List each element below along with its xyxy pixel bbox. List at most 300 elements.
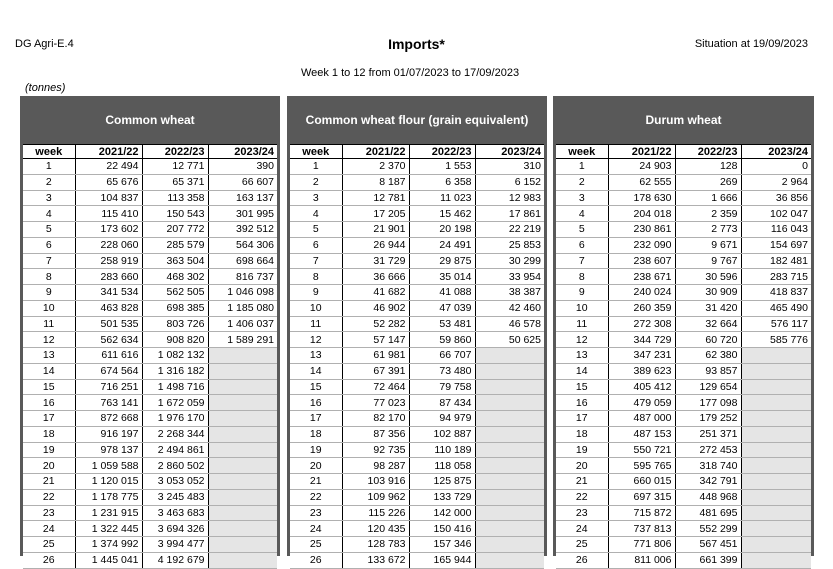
value-2022-23: 2 860 502 [142,458,208,474]
value-2023-24 [741,395,811,411]
table-row [556,206,811,222]
week-cell: 8 [556,269,608,285]
value-2023-24: 22 219 [475,222,544,238]
value-2023-24: 66 607 [208,174,277,190]
value-2022-23: 661 399 [675,552,741,568]
week-cell: 5 [290,222,342,238]
week-cell: 13 [23,348,75,364]
value-2022-23: 128 [675,159,741,175]
week-cell: 15 [23,379,75,395]
week-cell: 4 [23,206,75,222]
value-2023-24 [475,379,544,395]
week-cell: 15 [556,379,608,395]
week-cell: 19 [23,442,75,458]
header-row [23,145,277,159]
value-2021-22: 12 781 [342,190,409,206]
panel-title: Common wheat [105,113,195,127]
value-2023-24 [475,458,544,474]
week-cell: 11 [290,316,342,332]
table-row [290,505,544,521]
week-cell: 21 [290,474,342,490]
value-2021-22: 660 015 [608,474,675,490]
table-row [290,190,544,206]
value-2022-23: 35 014 [409,269,475,285]
value-2023-24: 418 837 [741,285,811,301]
table-row [290,411,544,427]
table-row [556,222,811,238]
value-2023-24: 116 043 [741,222,811,238]
value-2023-24 [208,474,277,490]
week-cell: 3 [556,190,608,206]
table-row [23,190,277,206]
table-row [290,489,544,505]
value-2021-22: 103 916 [342,474,409,490]
value-2023-24: 46 578 [475,316,544,332]
week-cell: 2 [23,174,75,190]
value-2022-23: 113 358 [142,190,208,206]
value-2023-24: 698 664 [208,253,277,269]
header-row [556,145,811,159]
table-row [23,379,277,395]
value-2022-23: 468 302 [142,269,208,285]
table-row [556,426,811,442]
table-row [23,458,277,474]
value-2022-23: 908 820 [142,332,208,348]
value-2023-24 [741,489,811,505]
table-row [290,521,544,537]
value-2023-24: 816 737 [208,269,277,285]
week-cell: 12 [556,332,608,348]
value-2021-22: 232 090 [608,237,675,253]
value-2021-22: 716 251 [75,379,142,395]
value-2022-23: 102 887 [409,426,475,442]
week-cell: 19 [556,442,608,458]
value-2021-22: 341 534 [75,285,142,301]
value-2022-23: 133 729 [409,489,475,505]
week-cell: 26 [290,552,342,568]
table-row [556,395,811,411]
week-cell: 22 [23,489,75,505]
value-2023-24 [741,474,811,490]
week-cell: 26 [556,552,608,568]
value-2022-23: 207 772 [142,222,208,238]
table-row [290,442,544,458]
value-2023-24 [475,474,544,490]
week-cell: 25 [290,537,342,553]
table-row [556,474,811,490]
week-cell: 9 [290,285,342,301]
col-header-2023-24: 2023/24 [208,145,277,159]
value-2023-24 [475,552,544,568]
value-2022-23: 9 671 [675,237,741,253]
value-2022-23: 177 098 [675,395,741,411]
value-2021-22: 120 435 [342,521,409,537]
value-2023-24 [741,442,811,458]
period-subtitle: Week 1 to 12 from 01/07/2023 to 17/09/2023 [300,67,520,79]
table-row [556,537,811,553]
table-row [290,537,544,553]
week-cell: 9 [23,285,75,301]
value-2022-23: 2 494 861 [142,442,208,458]
value-2023-24: 392 512 [208,222,277,238]
value-2023-24: 182 481 [741,253,811,269]
table-row [23,489,277,505]
table-row [290,206,544,222]
col-header-week: week [290,145,342,159]
value-2023-24 [741,521,811,537]
value-2023-24 [741,348,811,364]
value-2021-22: 611 616 [75,348,142,364]
value-2022-23: 2 359 [675,206,741,222]
value-2022-23: 53 481 [409,316,475,332]
table-row [23,285,277,301]
value-2022-23: 179 252 [675,411,741,427]
value-2022-23: 3 463 683 [142,505,208,521]
week-cell: 10 [23,300,75,316]
value-2021-22: 52 282 [342,316,409,332]
value-2021-22: 2 370 [342,159,409,175]
table-row [23,505,277,521]
value-2021-22: 62 555 [608,174,675,190]
value-2022-23: 318 740 [675,458,741,474]
value-2022-23: 481 695 [675,505,741,521]
value-2022-23: 110 189 [409,442,475,458]
value-2022-23: 62 380 [675,348,741,364]
situation-date: Situation at 19/09/2023 [694,38,808,50]
value-2022-23: 31 420 [675,300,741,316]
value-2023-24: 42 460 [475,300,544,316]
week-cell: 5 [556,222,608,238]
value-2021-22: 67 391 [342,363,409,379]
value-2021-22: 872 668 [75,411,142,427]
week-cell: 23 [556,505,608,521]
value-2021-22: 487 000 [608,411,675,427]
col-header-2021-22: 2021/22 [608,145,675,159]
table-row [556,489,811,505]
value-2022-23: 30 596 [675,269,741,285]
value-2021-22: 1 059 588 [75,458,142,474]
value-2021-22: 24 903 [608,159,675,175]
week-cell: 12 [23,332,75,348]
value-2023-24 [741,426,811,442]
table-row [556,505,811,521]
table-row [556,442,811,458]
table-row [290,426,544,442]
week-cell: 14 [556,363,608,379]
table-row [556,458,811,474]
value-2021-22: 65 676 [75,174,142,190]
value-2022-23: 448 968 [675,489,741,505]
value-2021-22: 228 060 [75,237,142,253]
header-org: DG Agri-E.4 [15,38,74,50]
value-2021-22: 173 602 [75,222,142,238]
value-2021-22: 272 308 [608,316,675,332]
value-2021-22: 46 902 [342,300,409,316]
week-cell: 18 [23,426,75,442]
value-2022-23: 562 505 [142,285,208,301]
value-2023-24 [208,489,277,505]
week-cell: 4 [290,206,342,222]
table-row [23,537,277,553]
week-cell: 7 [23,253,75,269]
value-2023-24: 50 625 [475,332,544,348]
table-row [556,237,811,253]
value-2023-24: 283 715 [741,269,811,285]
value-2021-22: 463 828 [75,300,142,316]
value-2023-24: 1 589 291 [208,332,277,348]
value-2023-24: 38 387 [475,285,544,301]
value-2023-24 [208,426,277,442]
value-2021-22: 344 729 [608,332,675,348]
value-2022-23: 29 875 [409,253,475,269]
week-cell: 11 [556,316,608,332]
value-2022-23: 269 [675,174,741,190]
week-cell: 1 [556,159,608,175]
value-2021-22: 57 147 [342,332,409,348]
value-2022-23: 15 462 [409,206,475,222]
table-row [23,222,277,238]
week-cell: 17 [556,411,608,427]
unit-label: (tonnes) [25,82,66,94]
value-2021-22: 82 170 [342,411,409,427]
table-row [290,552,544,568]
col-header-week: week [23,145,75,159]
value-2021-22: 115 226 [342,505,409,521]
value-2023-24 [741,505,811,521]
week-cell: 25 [556,537,608,553]
value-2021-22: 61 981 [342,348,409,364]
value-2021-22: 550 721 [608,442,675,458]
value-2022-23: 59 860 [409,332,475,348]
value-2022-23: 11 023 [409,190,475,206]
panel-title: Common wheat flour (grain equivalent) [305,113,529,127]
week-cell: 12 [290,332,342,348]
value-2021-22: 347 231 [608,348,675,364]
value-2023-24: 102 047 [741,206,811,222]
table-row [290,237,544,253]
value-2021-22: 104 837 [75,190,142,206]
value-2022-23: 93 857 [675,363,741,379]
value-2023-24 [208,552,277,568]
value-2021-22: 240 024 [608,285,675,301]
value-2023-24 [741,537,811,553]
table-row [290,253,544,269]
week-cell: 7 [556,253,608,269]
table-row [23,269,277,285]
table-row [290,285,544,301]
week-cell: 25 [23,537,75,553]
value-2023-24: 310 [475,159,544,175]
table-row [556,332,811,348]
value-2022-23: 251 371 [675,426,741,442]
table-row [556,552,811,568]
value-2023-24 [208,379,277,395]
value-2023-24 [208,505,277,521]
table-row [23,237,277,253]
value-2023-24: 465 490 [741,300,811,316]
week-cell: 24 [23,521,75,537]
week-cell: 2 [290,174,342,190]
value-2021-22: 283 660 [75,269,142,285]
value-2021-22: 674 564 [75,363,142,379]
table-row [290,300,544,316]
value-2022-23: 94 979 [409,411,475,427]
value-2023-24 [741,379,811,395]
value-2021-22: 978 137 [75,442,142,458]
value-2021-22: 22 494 [75,159,142,175]
value-2021-22: 1 120 015 [75,474,142,490]
table-row [23,552,277,568]
value-2023-24: 576 117 [741,316,811,332]
value-2021-22: 1 322 445 [75,521,142,537]
table-row [23,363,277,379]
value-2023-24 [208,348,277,364]
value-2021-22: 92 735 [342,442,409,458]
week-cell: 18 [556,426,608,442]
week-cell: 7 [290,253,342,269]
week-cell: 23 [290,505,342,521]
value-2023-24: 1 185 080 [208,300,277,316]
table-row [556,269,811,285]
value-2021-22: 1 445 041 [75,552,142,568]
page-title: Imports* [388,36,445,52]
table-row [23,411,277,427]
value-2021-22: 389 623 [608,363,675,379]
value-2022-23: 20 198 [409,222,475,238]
value-2022-23: 803 726 [142,316,208,332]
week-cell: 16 [556,395,608,411]
week-cell: 20 [556,458,608,474]
col-header-2022-23: 2022/23 [142,145,208,159]
table-row [556,379,811,395]
table-row [290,379,544,395]
value-2023-24: 301 995 [208,206,277,222]
value-2022-23: 1 976 170 [142,411,208,427]
week-cell: 20 [290,458,342,474]
value-2023-24 [208,537,277,553]
table-row [23,395,277,411]
value-2022-23: 118 058 [409,458,475,474]
value-2023-24 [208,411,277,427]
week-cell: 22 [556,489,608,505]
week-cell: 4 [556,206,608,222]
value-2022-23: 2 268 344 [142,426,208,442]
week-cell: 11 [23,316,75,332]
value-2021-22: 916 197 [75,426,142,442]
value-2022-23: 79 758 [409,379,475,395]
table-row [556,159,811,175]
imports-table [290,144,544,569]
table-row [290,316,544,332]
table-row [290,332,544,348]
table-row [23,474,277,490]
table-row [556,348,811,364]
value-2022-23: 1 672 059 [142,395,208,411]
value-2022-23: 1 316 182 [142,363,208,379]
value-2023-24: 36 856 [741,190,811,206]
value-2023-24: 564 306 [208,237,277,253]
value-2023-24 [208,521,277,537]
value-2021-22: 21 901 [342,222,409,238]
table-row [23,348,277,364]
value-2022-23: 1 082 132 [142,348,208,364]
value-2021-22: 133 672 [342,552,409,568]
value-2021-22: 763 141 [75,395,142,411]
value-2021-22: 595 765 [608,458,675,474]
value-2021-22: 238 671 [608,269,675,285]
value-2021-22: 98 287 [342,458,409,474]
value-2022-23: 142 000 [409,505,475,521]
value-2022-23: 165 944 [409,552,475,568]
value-2022-23: 363 504 [142,253,208,269]
value-2022-23: 125 875 [409,474,475,490]
table-row [23,206,277,222]
value-2022-23: 9 767 [675,253,741,269]
value-2023-24 [208,442,277,458]
value-2022-23: 3 694 326 [142,521,208,537]
panel-common-wheat-flour [287,96,547,567]
value-2021-22: 501 535 [75,316,142,332]
value-2022-23: 150 543 [142,206,208,222]
table-row [556,411,811,427]
week-cell: 2 [556,174,608,190]
col-header-week: week [556,145,608,159]
value-2022-23: 73 480 [409,363,475,379]
value-2023-24 [475,537,544,553]
week-cell: 13 [290,348,342,364]
value-2022-23: 150 416 [409,521,475,537]
value-2023-24: 390 [208,159,277,175]
table-row [23,521,277,537]
value-2021-22: 811 006 [608,552,675,568]
week-cell: 16 [290,395,342,411]
value-2023-24: 585 776 [741,332,811,348]
value-2023-24: 1 046 098 [208,285,277,301]
value-2023-24: 33 954 [475,269,544,285]
value-2021-22: 109 962 [342,489,409,505]
table-row [23,332,277,348]
value-2022-23: 24 491 [409,237,475,253]
value-2023-24 [475,426,544,442]
value-2021-22: 238 607 [608,253,675,269]
table-row [290,159,544,175]
value-2023-24 [208,395,277,411]
col-header-2021-22: 2021/22 [75,145,142,159]
value-2023-24: 6 152 [475,174,544,190]
value-2022-23: 552 299 [675,521,741,537]
value-2022-23: 129 654 [675,379,741,395]
value-2023-24: 17 861 [475,206,544,222]
table-row [23,442,277,458]
value-2022-23: 3 245 483 [142,489,208,505]
week-cell: 14 [23,363,75,379]
value-2021-22: 41 682 [342,285,409,301]
value-2021-22: 715 872 [608,505,675,521]
week-cell: 23 [23,505,75,521]
value-2023-24 [475,521,544,537]
value-2023-24 [475,395,544,411]
value-2022-23: 6 358 [409,174,475,190]
week-cell: 18 [290,426,342,442]
week-cell: 6 [556,237,608,253]
value-2021-22: 487 153 [608,426,675,442]
value-2021-22: 72 464 [342,379,409,395]
value-2022-23: 66 707 [409,348,475,364]
value-2021-22: 17 205 [342,206,409,222]
value-2021-22: 204 018 [608,206,675,222]
value-2021-22: 178 630 [608,190,675,206]
value-2022-23: 1 498 716 [142,379,208,395]
